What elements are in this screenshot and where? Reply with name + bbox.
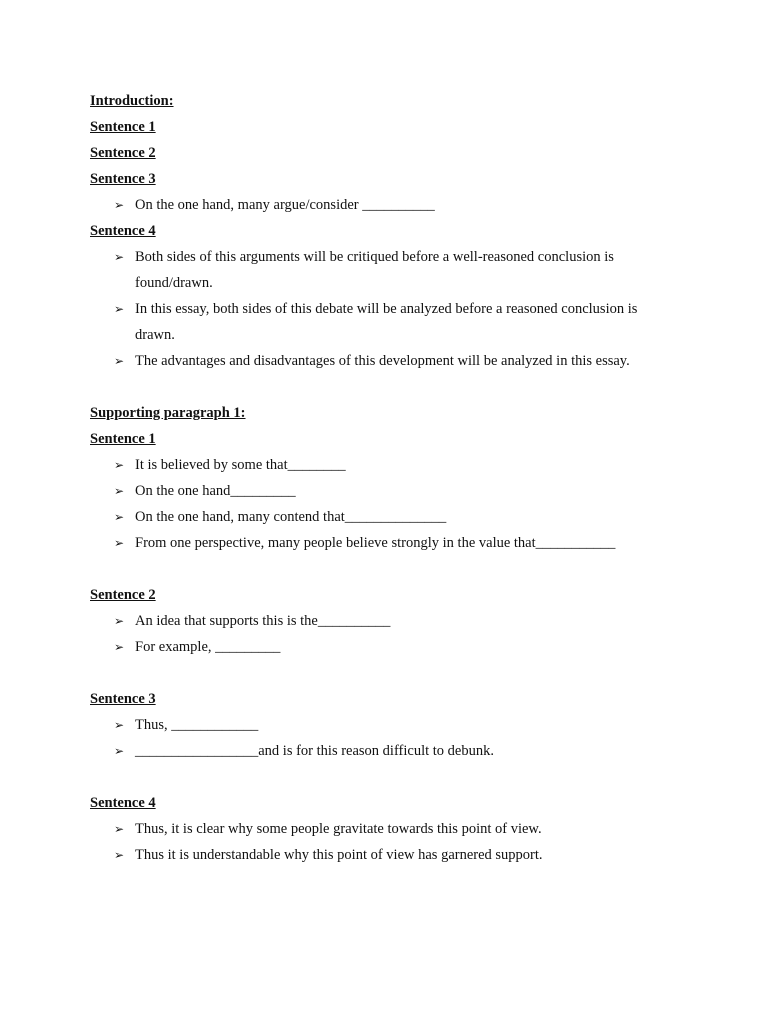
list-item xyxy=(90,348,678,374)
support-sentence-1-heading: Sentence 1 xyxy=(90,431,156,447)
support-sentence-4-heading: Sentence 4 xyxy=(90,795,156,811)
list-item xyxy=(90,608,678,634)
list-item xyxy=(90,504,678,530)
support-sentence-2-heading: Sentence 2 xyxy=(90,587,156,603)
list-item-text: _________________and is for this reason difficult to debunk. xyxy=(135,743,494,759)
intro-sentence-4-heading: Sentence 4 xyxy=(90,223,156,239)
list-item xyxy=(90,842,678,868)
arrow-bullet-icon: ➢ xyxy=(114,614,125,628)
intro-sentence-1-heading: Sentence 1 xyxy=(90,119,156,135)
arrow-bullet-icon: ➢ xyxy=(114,822,125,836)
list-item-text: Both sides of this arguments will be critiqued before a well-reasoned conclusion is xyxy=(135,249,614,265)
arrow-bullet-icon: ➢ xyxy=(114,718,125,732)
list-item-text: On the one hand, many argue/consider __________ xyxy=(135,197,435,213)
list-item xyxy=(90,478,678,504)
list-item-text: From one perspective, many people believe strongly in the value that___________ xyxy=(135,535,616,551)
spacer xyxy=(90,764,678,790)
spacer xyxy=(90,374,678,400)
list-item-text: On the one hand_________ xyxy=(135,483,296,499)
supporting-paragraph-1-heading: Supporting paragraph 1: xyxy=(90,405,246,421)
arrow-bullet-icon: ➢ xyxy=(114,484,125,498)
arrow-bullet-icon: ➢ xyxy=(114,198,125,212)
list-item-continuation: drawn. xyxy=(135,327,175,343)
intro-sentence-2-heading: Sentence 2 xyxy=(90,145,156,161)
list-item xyxy=(90,192,678,218)
arrow-bullet-icon: ➢ xyxy=(114,458,125,472)
list-item-text: An idea that supports this is the__________ xyxy=(135,613,391,629)
list-item xyxy=(90,452,678,478)
list-item xyxy=(90,296,678,322)
list-item-text: The advantages and disadvantages of this development will be analyzed in this essay. xyxy=(135,353,630,369)
arrow-bullet-icon: ➢ xyxy=(114,250,125,264)
spacer xyxy=(90,660,678,686)
arrow-bullet-icon: ➢ xyxy=(114,848,125,862)
list-item xyxy=(90,738,678,764)
arrow-bullet-icon: ➢ xyxy=(114,640,125,654)
list-item xyxy=(90,712,678,738)
arrow-bullet-icon: ➢ xyxy=(114,510,125,524)
arrow-bullet-icon: ➢ xyxy=(114,744,125,758)
list-item-text: Thus, it is clear why some people gravitate towards this point of view. xyxy=(135,821,542,837)
list-item-text: It is believed by some that________ xyxy=(135,457,346,473)
introduction-heading: Introduction: xyxy=(90,93,174,109)
list-item-text: Thus it is understandable why this point of view has garnered support. xyxy=(135,847,543,863)
intro-sentence-3-heading: Sentence 3 xyxy=(90,171,156,187)
list-item-text: Thus, ____________ xyxy=(135,717,259,733)
arrow-bullet-icon: ➢ xyxy=(114,354,125,368)
list-item xyxy=(90,634,678,660)
list-item-continuation: found/drawn. xyxy=(135,275,213,291)
list-item-text: For example, _________ xyxy=(135,639,281,655)
list-item xyxy=(90,530,678,556)
spacer xyxy=(90,556,678,582)
list-item-text: On the one hand, many contend that______________ xyxy=(135,509,447,525)
arrow-bullet-icon: ➢ xyxy=(114,536,125,550)
arrow-bullet-icon: ➢ xyxy=(114,302,125,316)
list-item xyxy=(90,244,678,270)
support-sentence-3-heading: Sentence 3 xyxy=(90,691,156,707)
list-item-text: In this essay, both sides of this debate will be analyzed before a reasoned conclusion is xyxy=(135,301,638,317)
list-item xyxy=(90,816,678,842)
